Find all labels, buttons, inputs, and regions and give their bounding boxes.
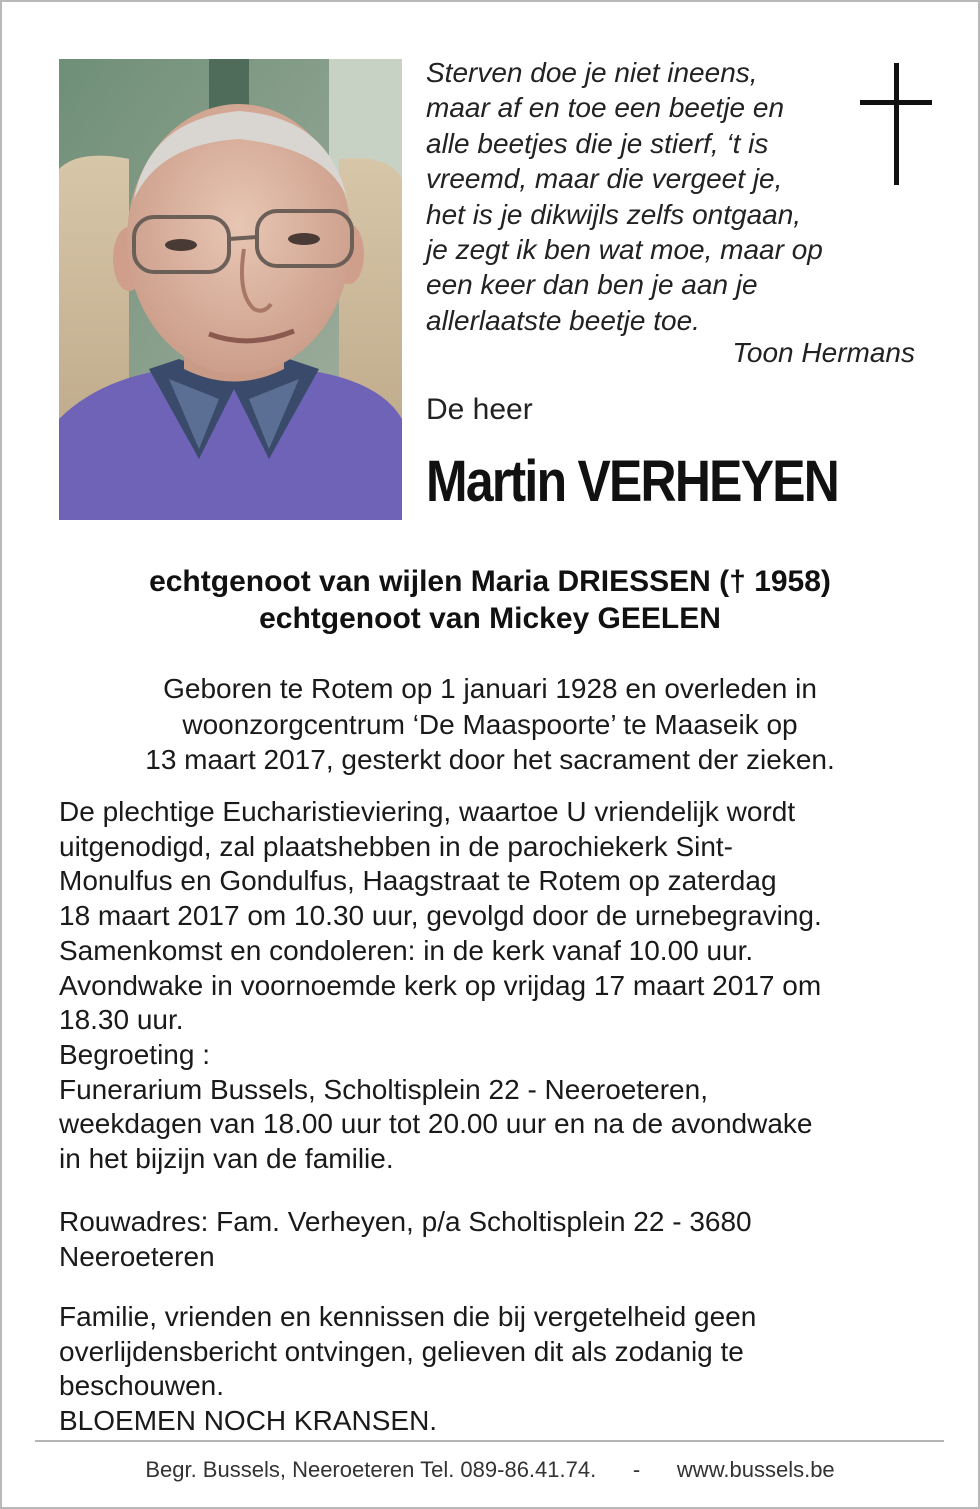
- ceremony-line: Begroeting :: [59, 1038, 210, 1070]
- closing-line: Familie, vrienden en kennissen die bij vergetelheid geen: [59, 1301, 757, 1332]
- birth-death-line: woonzorgcentrum ‘De Maaspoorte’ te Maaseik op: [182, 708, 798, 740]
- ceremony-line: Samenkomst en condoleren: in de kerk vanaf 10.00 uur.: [59, 934, 754, 966]
- spouse-line: echtgenoot van wijlen Maria DRIESSEN († 1958): [149, 565, 831, 598]
- footer: [0, 1456, 980, 1484]
- poem-line: Sterven doe je niet ineens,: [426, 57, 758, 88]
- footer-website: www.bussels.be: [676, 1457, 835, 1482]
- ceremony-info: [59, 795, 939, 1177]
- closing-line: BLOEMEN NOCH KRANSEN.: [59, 1405, 438, 1437]
- ceremony-line: 18.30 uur.: [59, 1004, 184, 1036]
- poem-line: je zegt ik ben wat moe, maar op: [426, 234, 823, 266]
- footer-divider: [35, 1440, 944, 1442]
- poem-author: Toon Hermans: [732, 337, 915, 368]
- poem-line: het is je dikwijls zelfs ontgaan,: [426, 198, 802, 230]
- address-line: Rouwadres: Fam. Verheyen, p/a Scholtisplein 22 - 3680: [59, 1206, 752, 1237]
- spouse-line: echtgenoot van Mickey GEELEN: [259, 602, 721, 635]
- poem-line: maar af en toe een beetje en: [426, 92, 785, 124]
- portrait-photo: [59, 59, 402, 520]
- birth-death-line: Geboren te Rotem op 1 januari 1928 en overleden in: [163, 673, 817, 704]
- ceremony-line: uitgenodigd, zal plaatshebben in de parochiekerk Sint-: [59, 830, 734, 862]
- ceremony-line: Avondwake in voornoemde kerk op vrijdag 17 maart 2017 om: [59, 969, 822, 1001]
- salutation: De heer: [426, 393, 533, 426]
- spouses: [0, 563, 980, 637]
- ceremony-line: 18 maart 2017 om 10.30 uur, gevolgd door de urnebegraving.: [59, 900, 822, 932]
- footer-separator: -: [632, 1457, 641, 1482]
- poem-line: alle beetjes die je stierf, ‘t is: [426, 127, 769, 159]
- address-line: Neeroeteren: [59, 1240, 215, 1272]
- closing-line: overlijdensbericht ontvingen, gelieven dit als zodanig te: [59, 1335, 744, 1367]
- closing-line: beschouwen.: [59, 1370, 225, 1402]
- poem-line: vreemd, maar die vergeet je,: [426, 163, 783, 195]
- ceremony-line: in het bijzijn van de familie.: [59, 1143, 394, 1175]
- poem: [426, 55, 906, 338]
- ceremony-line: De plechtige Eucharistieviering, waartoe U vriendelijk wordt: [59, 796, 796, 827]
- poem-line: allerlaatste beetje toe.: [426, 304, 700, 336]
- birth-death-line: 13 maart 2017, gesterkt door het sacrament der zieken.: [145, 744, 835, 775]
- footer-undertaker: Begr. Bussels, Neeroeteren Tel. 089-86.41.74.: [145, 1457, 597, 1482]
- mourning-address: [59, 1205, 939, 1274]
- ceremony-line: Funerarium Bussels, Scholtisplein 22 - Neeroeteren,: [59, 1073, 708, 1105]
- poem-line: een keer dan ben je aan je: [426, 269, 758, 301]
- ceremony-line: Monulfus en Gondulfus, Haagstraat te Rotem op zaterdag: [59, 865, 777, 897]
- closing-note: [59, 1300, 939, 1439]
- deceased-name: Martin VERHEYEN: [426, 449, 839, 514]
- ceremony-line: weekdagen van 18.00 uur tot 20.00 uur en na de avondwake: [59, 1108, 813, 1140]
- birth-death-info: [0, 671, 980, 778]
- cross-icon: [860, 63, 932, 185]
